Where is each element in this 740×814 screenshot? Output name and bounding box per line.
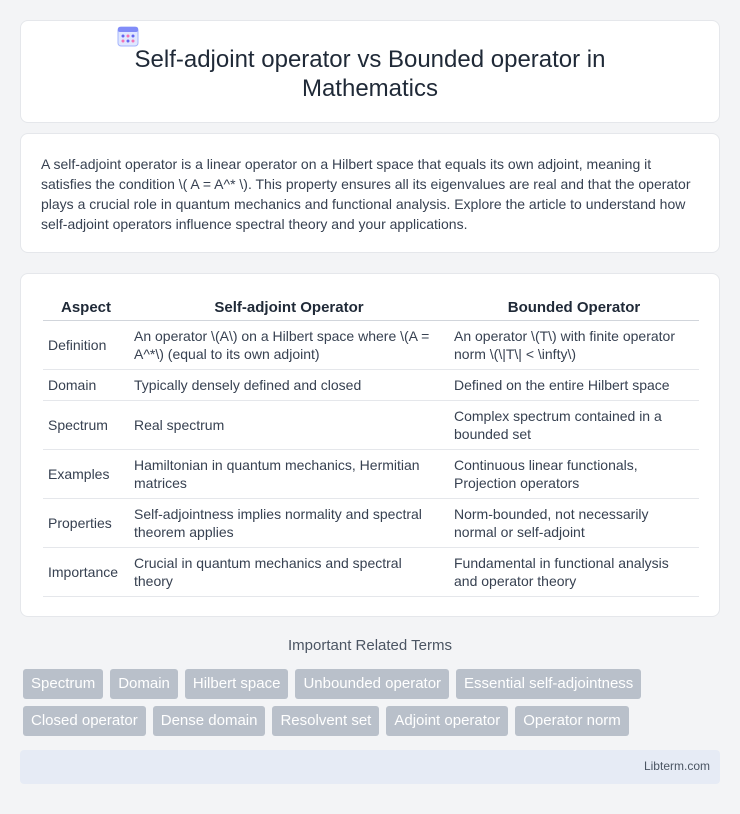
table-row (43, 498, 699, 547)
row-aspect: Properties (43, 498, 129, 547)
row-aspect: Definition (43, 320, 129, 369)
intro-text: A self-adjoint operator is a linear operator on a Hilbert space that equals its own adjoint, meaning it satisfies the condition \( A = A^* \). This property ensures all its eigenvalues are real and that the operator plays a crucial role in quantum mechanics and functional analysis. Explore the article to understand how self-adjoint operators influence spectral theory and your applications. (41, 156, 691, 232)
row-self-adjoint: Crucial in quantum mechanics and spectral theory (129, 547, 449, 596)
tag-closed-operator[interactable]: Closed operator (23, 706, 146, 736)
related-terms-title: Important Related Terms (288, 637, 452, 654)
intro-card (20, 133, 720, 253)
row-bounded: An operator \(T\) with finite operator norm \(\|T\| < \infty\) (449, 320, 699, 369)
table-header-row (43, 296, 699, 320)
tag-unbounded-operator[interactable]: Unbounded operator (295, 669, 449, 699)
row-self-adjoint: Typically densely defined and closed (129, 369, 449, 400)
tag-spectrum[interactable]: Spectrum (23, 669, 103, 699)
row-bounded: Continuous linear functionals, Projection operators (449, 449, 699, 498)
row-bounded: Norm-bounded, not necessarily normal or self-adjoint (449, 498, 699, 547)
row-bounded: Defined on the entire Hilbert space (449, 369, 699, 400)
row-aspect: Domain (43, 369, 129, 400)
table-row (43, 547, 699, 596)
header-self-adjoint: Self-adjoint Operator (129, 296, 449, 320)
table-row (43, 320, 699, 369)
row-self-adjoint: Real spectrum (129, 400, 449, 449)
row-aspect: Spectrum (43, 400, 129, 449)
row-aspect: Examples (43, 449, 129, 498)
tag-row (23, 706, 713, 736)
row-aspect: Importance (43, 547, 129, 596)
comparison-table (43, 296, 699, 597)
table-row (43, 449, 699, 498)
page-title: Self-adjoint operator vs Bounded operator in Mathematics (134, 46, 606, 102)
row-self-adjoint: Hamiltonian in quantum mechanics, Hermitian matrices (129, 449, 449, 498)
footer-link[interactable]: Libterm.com (643, 759, 710, 773)
tag-resolvent-set[interactable]: Resolvent set (272, 706, 379, 736)
header-bounded: Bounded Operator (449, 296, 699, 320)
footer (20, 750, 720, 784)
header-aspect: Aspect (43, 296, 129, 320)
header-card (20, 20, 720, 123)
tag-adjoint-operator[interactable]: Adjoint operator (386, 706, 508, 736)
tag-operator-norm[interactable]: Operator norm (515, 706, 629, 736)
tag-essential-self-adjointness[interactable]: Essential self-adjointness (456, 669, 641, 699)
row-bounded: Complex spectrum contained in a bounded set (449, 400, 699, 449)
table-row (43, 400, 699, 449)
tag-hilbert-space[interactable]: Hilbert space (185, 669, 289, 699)
related-terms (23, 669, 713, 743)
tag-dense-domain[interactable]: Dense domain (153, 706, 266, 736)
row-self-adjoint: An operator \(A\) on a Hilbert space where \(A = A^*\) (equal to its own adjoint) (129, 320, 449, 369)
tag-domain[interactable]: Domain (110, 669, 178, 699)
tag-row (23, 669, 713, 699)
row-bounded: Fundamental in functional analysis and operator theory (449, 547, 699, 596)
row-self-adjoint: Self-adjointness implies normality and spectral theorem applies (129, 498, 449, 547)
table-row (43, 369, 699, 400)
comparison-table-card (20, 273, 720, 617)
